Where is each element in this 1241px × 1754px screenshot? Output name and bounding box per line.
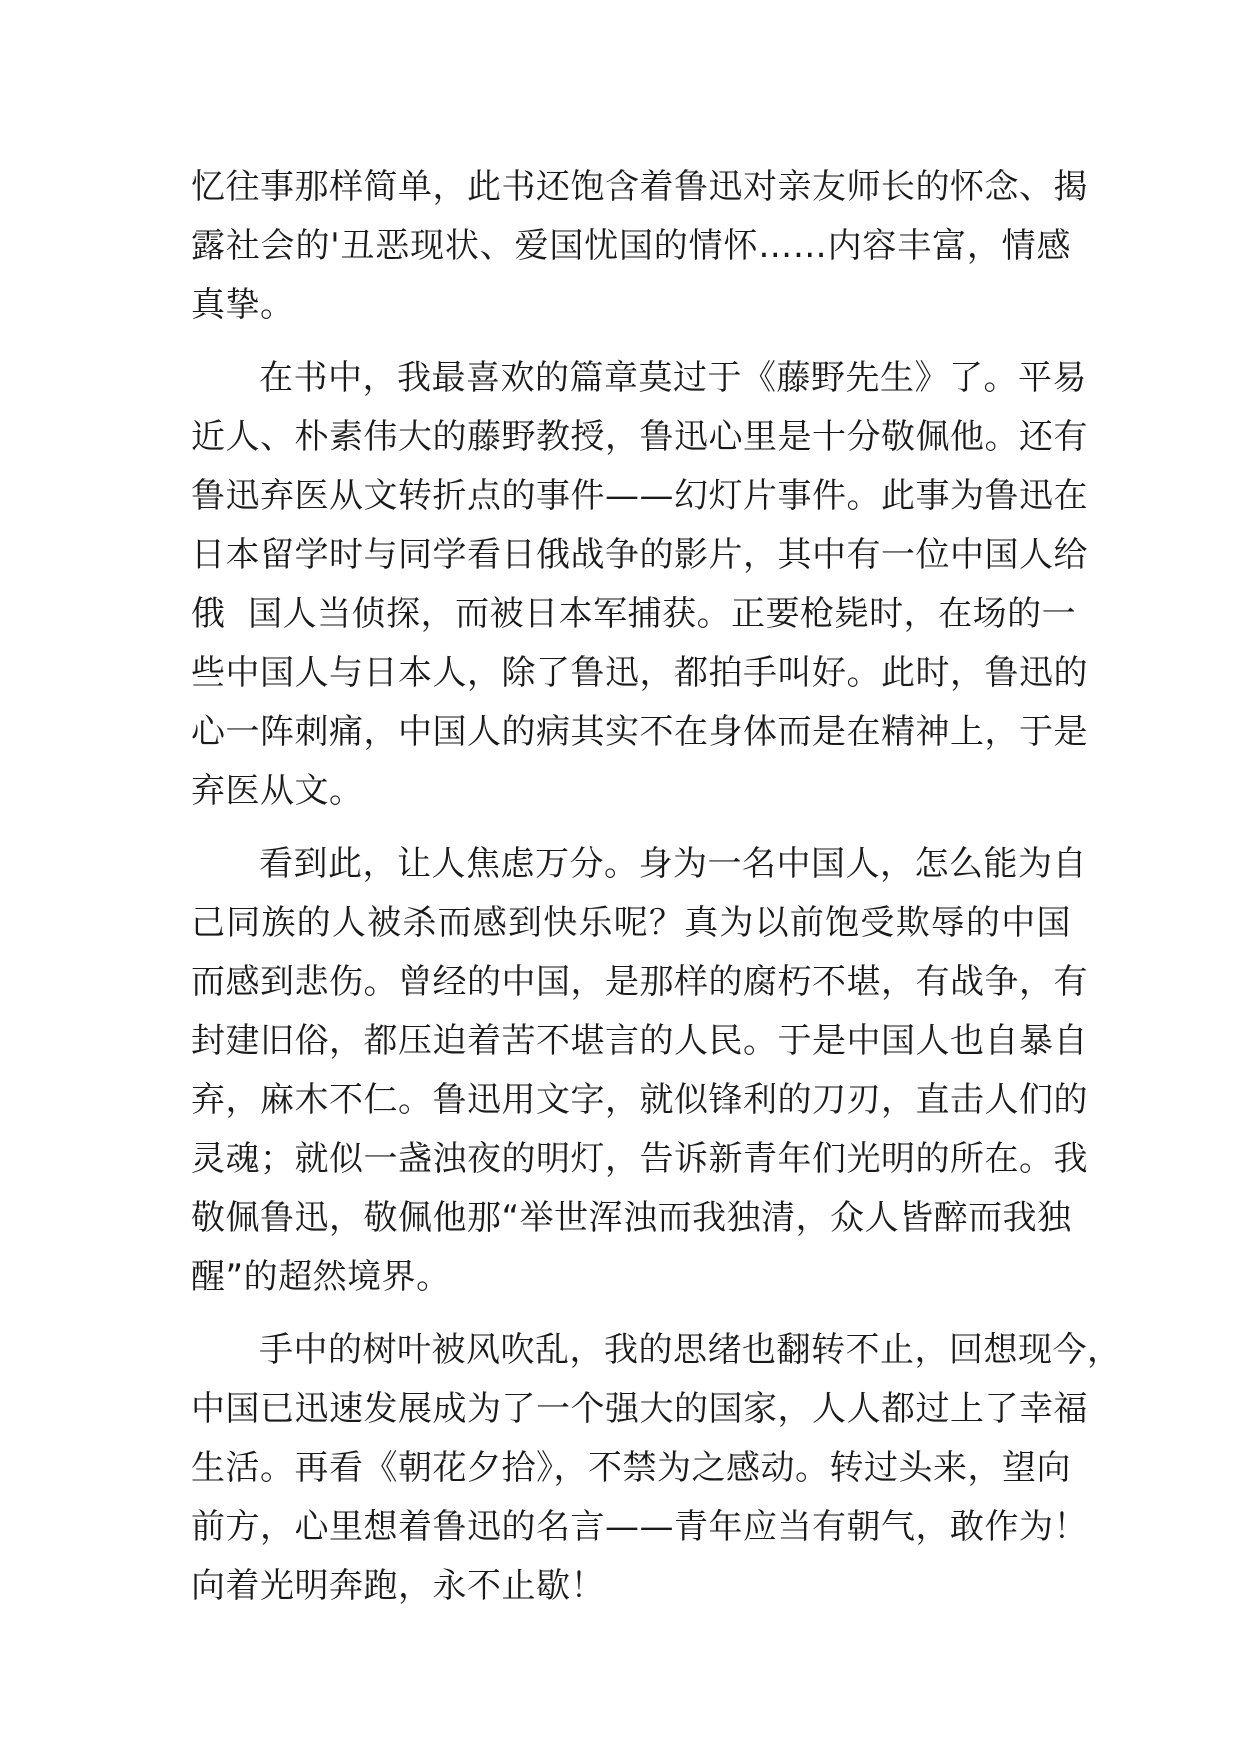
- text-line: 在书中，我最喜欢的篇章莫过于《藤野先生》了。平易: [259, 358, 1087, 398]
- text-line: 些中国人与日本人，除了鲁迅，都拍手叫好。此时，鲁迅的: [191, 653, 1088, 693]
- text-line: 俄 国人当侦探，而被日本军捕获。正要枪毙时，在场的一: [191, 594, 1077, 634]
- text-line: 心一阵刺痛，中国人的病其实不在身体而是在精神上，于是: [191, 712, 1088, 752]
- paragraph: [191, 835, 1088, 1307]
- text-line: 日本留学时与同学看日俄战争的影片，其中有一位中国人给: [191, 535, 1088, 575]
- text-line: 前方，心里想着鲁迅的名言——青年应当有朝气，敢作为！: [191, 1507, 1088, 1547]
- text-line: 中国已迅速发展成为了一个强大的国家，人人都过上了幸福: [191, 1389, 1088, 1429]
- text-line: 手中的树叶被风吹乱，我的思绪也翻转不止，回想现今，: [259, 1330, 1122, 1370]
- text-line: 露社会的'丑恶现状、爱国忧国的情怀……内容丰富，情感: [191, 226, 1071, 266]
- essay-body: [191, 158, 1122, 1616]
- text-line: 向着光明奔跑，永不止歇！: [191, 1566, 605, 1606]
- paragraph: [191, 1321, 1122, 1616]
- paragraph: [191, 158, 1088, 335]
- text-line: 而感到悲伤。曾经的中国，是那样的腐朽不堪，有战争，有: [191, 962, 1088, 1002]
- text-line: 敬佩鲁迅，敬佩他那“举世浑浊而我独清，众人皆醉而我独: [191, 1198, 1072, 1238]
- text-line: 近人、朴素伟大的藤野教授，鲁迅心里是十分敬佩他。还有: [191, 417, 1088, 457]
- text-line: 弃，麻木不仁。鲁迅用文字，就似锋利的刀刃，直击人们的: [191, 1080, 1088, 1120]
- text-line: 灵魂；就似一盏浊夜的明灯，告诉新青年们光明的所在。我: [191, 1139, 1088, 1179]
- paragraph-gap: [191, 821, 1071, 835]
- text-line: 鲁迅弃医从文转折点的事件——幻灯片事件。此事为鲁迅在: [191, 476, 1088, 516]
- text-line: 看到此，让人焦虑万分。身为一名中国人，怎么能为自: [259, 844, 1087, 884]
- paragraph: [191, 349, 1088, 821]
- text-line: 忆往事那样简单，此书还饱含着鲁迅对亲友师长的怀念、揭: [191, 167, 1088, 207]
- text-line: 己同族的人被杀而感到快乐呢？真为以前饱受欺辱的中国: [191, 903, 1071, 943]
- paragraph-gap: [191, 335, 1071, 349]
- text-line: 醒”的超然境界。: [191, 1257, 451, 1297]
- text-line: 真挚。: [191, 285, 295, 325]
- text-line: 封建旧俗，都压迫着苦不堪言的人民。于是中国人也自暴自: [191, 1021, 1088, 1061]
- paragraph-gap: [191, 1307, 1071, 1321]
- text-line: 弃医从文。: [191, 771, 364, 811]
- text-line: 生活。再看《朝花夕拾》，不禁为之感动。转过头来，望向: [191, 1448, 1071, 1488]
